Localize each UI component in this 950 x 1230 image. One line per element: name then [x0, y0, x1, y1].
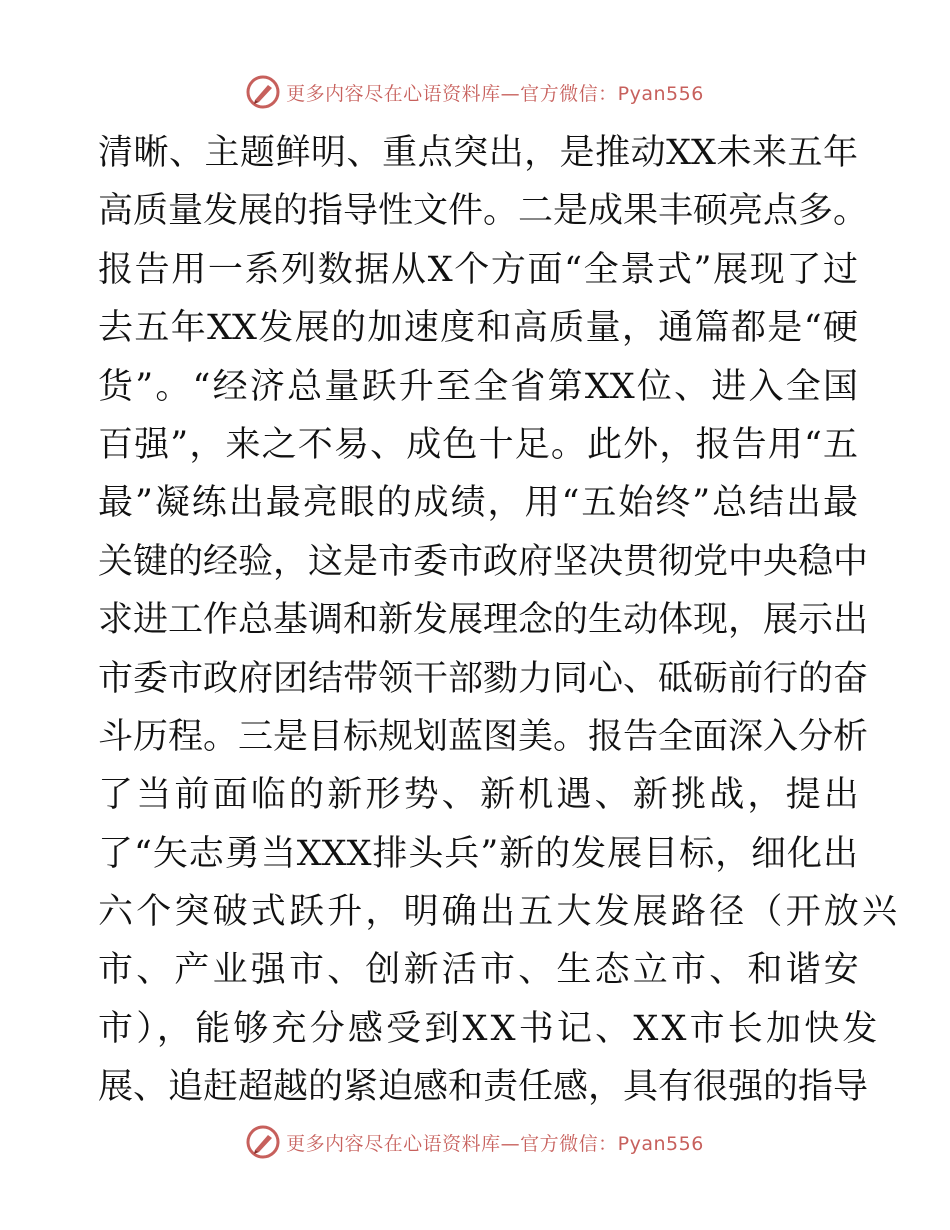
pen-logo-icon [246, 75, 280, 109]
body-line: 求进工作总基调和新发展理念的生动体现，展示出 [98, 600, 869, 641]
header-text [286, 79, 704, 106]
body-line: 货”。“经济总量跃升至全省第XX位、进入全国 [98, 366, 858, 407]
footer-banner [0, 1122, 950, 1162]
body-line: 市、产业强市、创新活市、生态立市、和谐安 [98, 950, 863, 991]
document-body [98, 124, 901, 1117]
body-line: 报告用一系列数据从X个方面“全景式”展现了过 [98, 249, 858, 290]
footer-promo-text: 更多内容尽在心语资料库—官方微信： [286, 1132, 618, 1155]
header-wechat-id: Pyan556 [617, 82, 704, 105]
header-promo-text: 更多内容尽在心语资料库—官方微信： [286, 82, 618, 105]
body-line: 市），能够充分感受到XX书记、XX市长加快发 [98, 1008, 881, 1049]
body-line: 去五年XX发展的加速度和高质量，通篇都是“硬 [98, 308, 858, 349]
body-line: 斗历程。三是目标规划蓝图美。报告全面深入分析 [98, 716, 869, 757]
footer-wechat-id: Pyan556 [617, 1132, 704, 1155]
body-line: 清晰、主题鲜明、重点突出，是推动XX未来五年 [98, 133, 858, 173]
body-line: 百强”，来之不易、成色十足。此外，报告用“五 [98, 424, 858, 465]
body-line: 展、追赶超越的紧迫感和责任感，具有很强的指导 [98, 1067, 869, 1108]
body-line: 了“矢志勇当XXX排头兵”新的发展目标，细化出 [98, 833, 858, 874]
body-line: 高质量发展的指导性文件。二是成果丰硕亮点多。 [98, 191, 869, 232]
body-line: 关键的经验，这是市委市政府坚决贯彻党中央稳中 [98, 541, 869, 582]
body-line: 市委市政府团结带领干部勠力同心、砥砺前行的奋 [98, 658, 869, 699]
body-line: 了当前面临的新形势、新机遇、新挑战，提出 [98, 775, 863, 816]
pen-logo-icon [246, 1125, 280, 1159]
footer-text [286, 1129, 704, 1156]
body-line: 最”凝练出最亮眼的成绩，用“五始终”总结出最 [98, 483, 858, 524]
body-line: 六个突破式跃升，明确出五大发展路径（开放兴 [98, 892, 901, 933]
header-banner [0, 72, 950, 112]
